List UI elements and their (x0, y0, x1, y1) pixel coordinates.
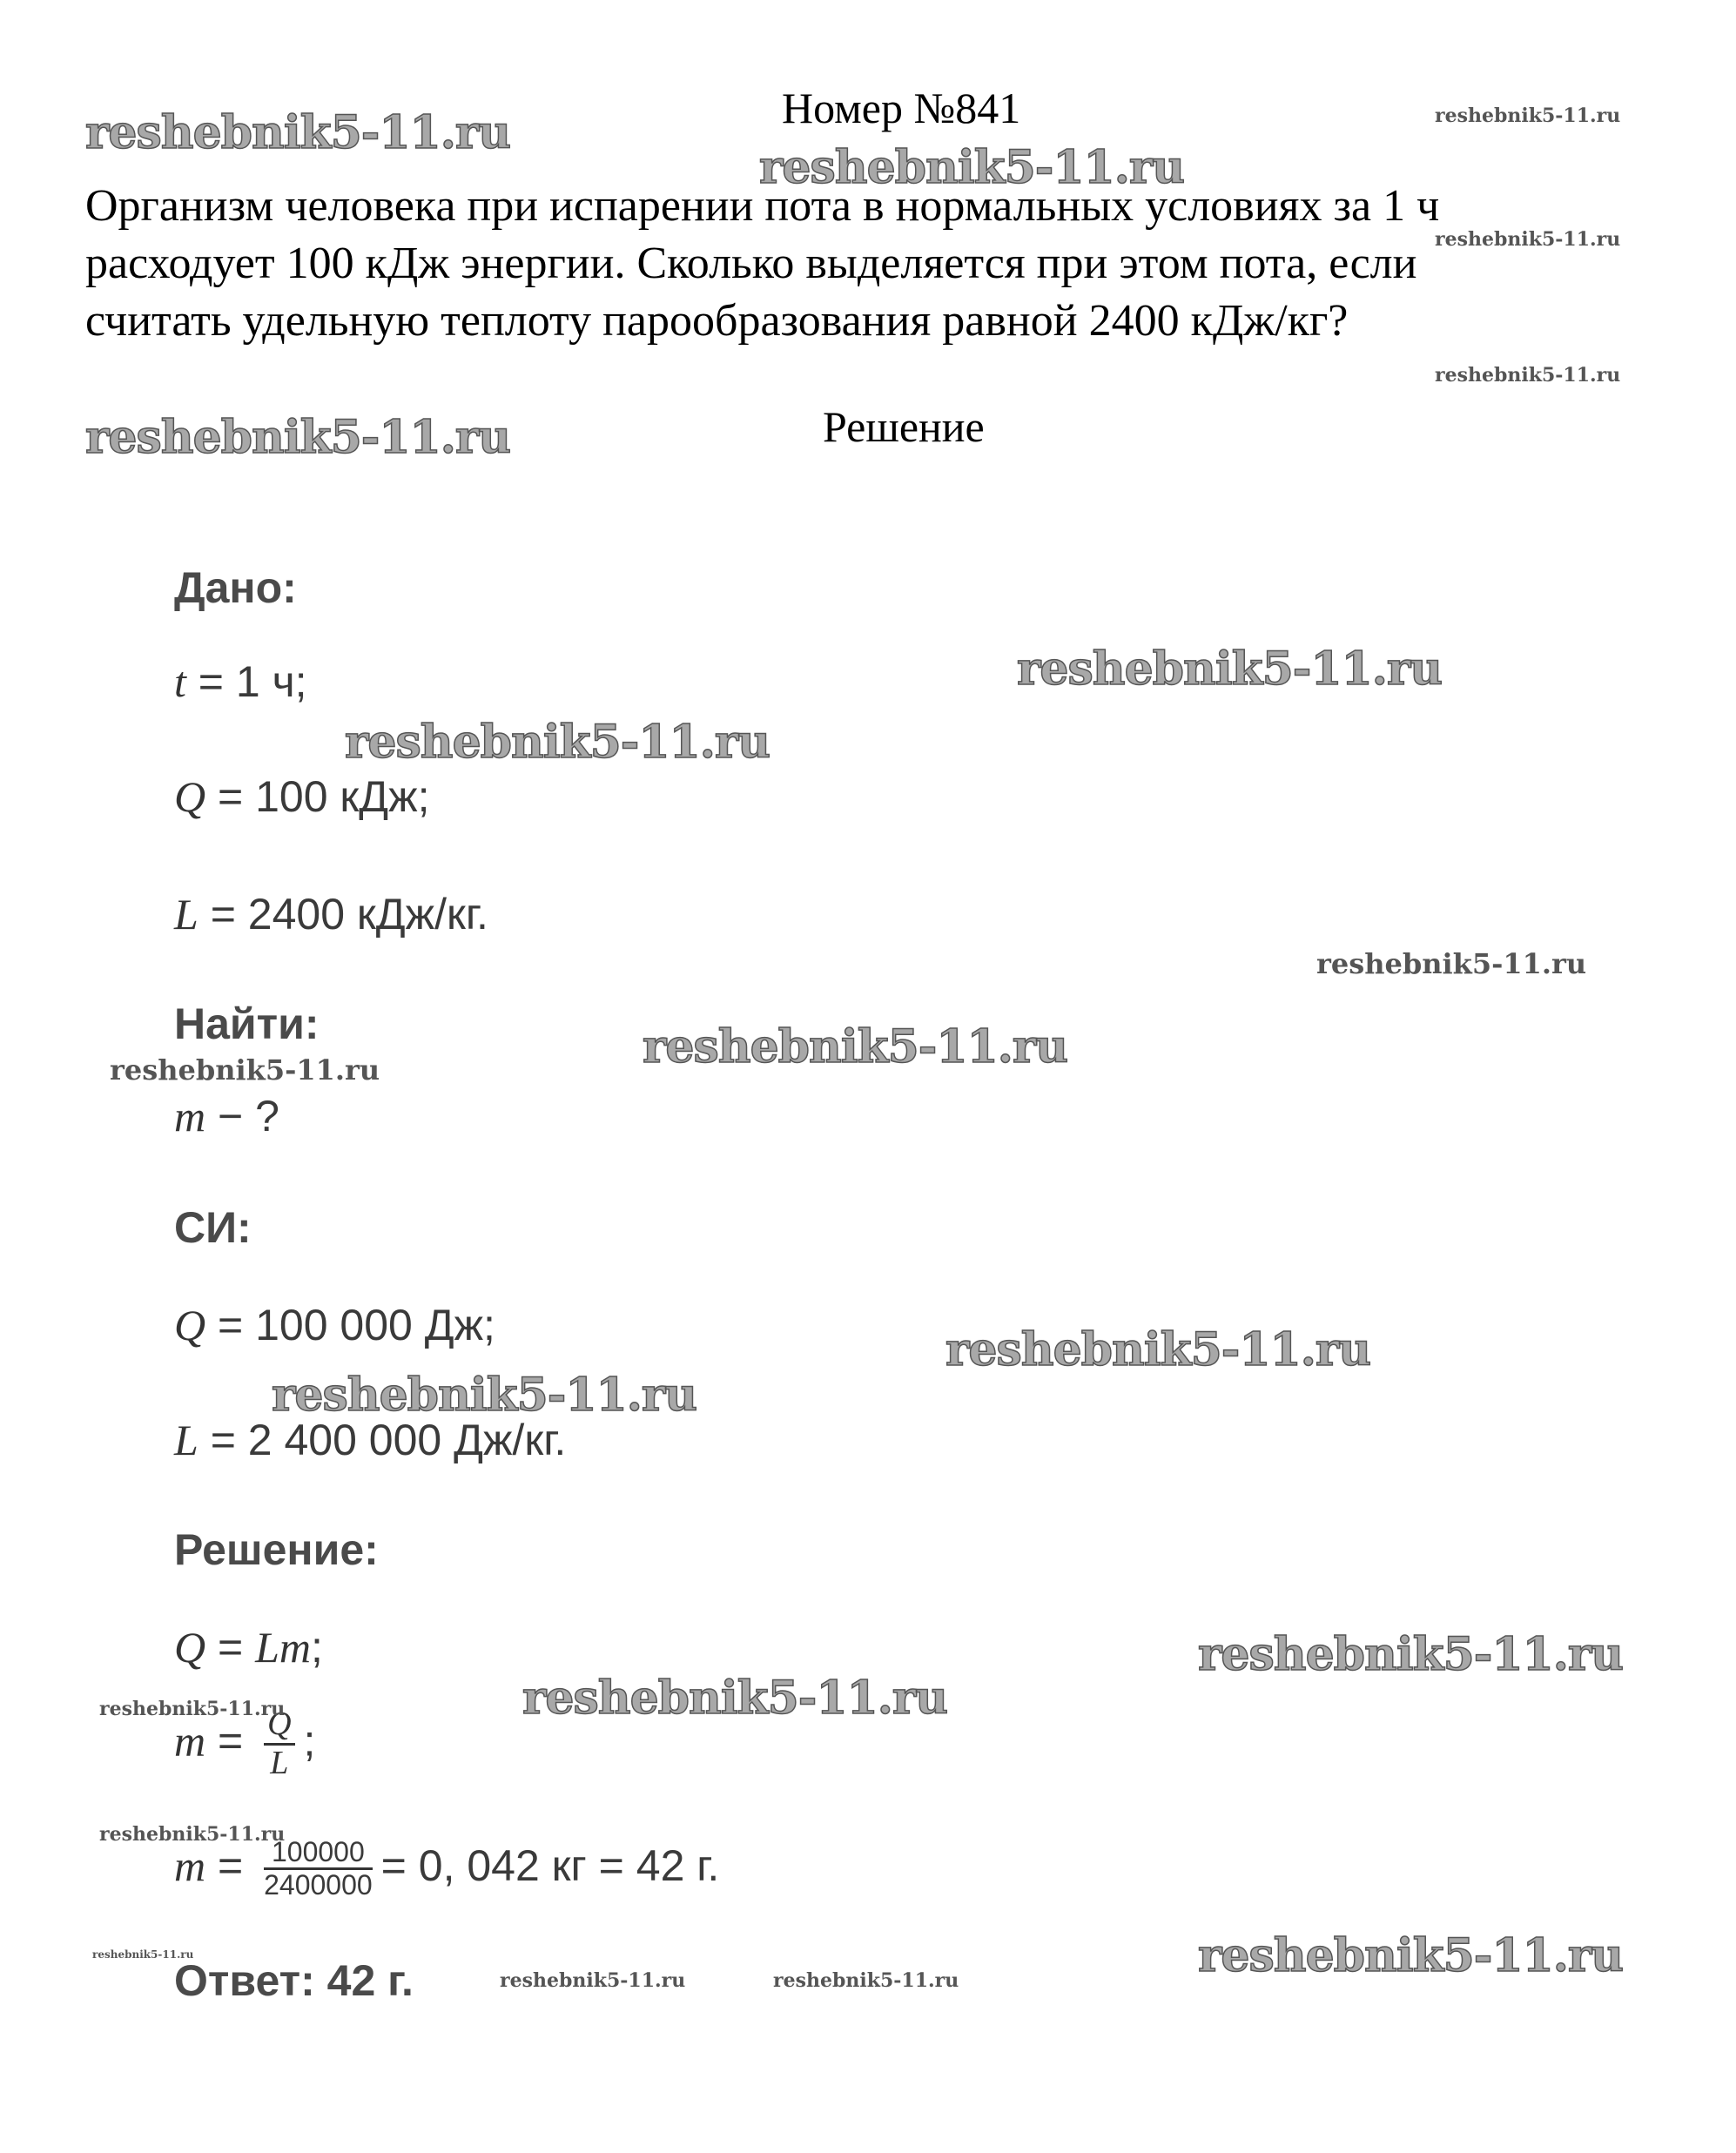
var-q: Q (174, 1623, 206, 1672)
watermark: reshebnik5-11.ru (945, 1323, 1371, 1376)
equation-q-lm (174, 1621, 323, 1673)
page-title: Номер №841 (782, 84, 1021, 132)
watermark: reshebnik5-11.ru (1316, 947, 1587, 980)
watermark: reshebnik5-11.ru (99, 1823, 286, 1846)
given-l (174, 888, 488, 940)
watermark: reshebnik5-11.ru (1198, 1929, 1624, 1982)
equation-m-numeric (174, 1837, 719, 1901)
numerator: 100000 (264, 1837, 373, 1870)
find-m-value: − ? (205, 1092, 279, 1140)
var-q: Q (174, 1301, 206, 1349)
find-m (174, 1090, 279, 1142)
watermark: reshebnik5-11.ru (500, 1969, 686, 1992)
si-q (174, 1299, 495, 1351)
watermark: reshebnik5-11.ru (1435, 228, 1621, 251)
semicolon: ; (303, 1716, 316, 1766)
result-units: кг = 42 г. (539, 1840, 720, 1890)
watermark: reshebnik5-11.ru (110, 1053, 380, 1087)
watermark: reshebnik5-11.ru (522, 1672, 948, 1725)
watermark: reshebnik5-11.ru (92, 1948, 194, 1961)
given-q (174, 770, 429, 823)
watermark: reshebnik5-11.ru (643, 1020, 1068, 1073)
equals: = (205, 1623, 256, 1672)
var-l: L (174, 890, 198, 939)
watermark: reshebnik5-11.ru (272, 1369, 697, 1422)
watermark: reshebnik5-11.ru (1017, 643, 1443, 696)
watermark: reshebnik5-11.ru (773, 1969, 959, 1992)
problem-line: считать удельную теплоту парообразования равной 2400 кДж/кг? (85, 296, 1349, 346)
given-l-value: = 2400 кДж/кг. (198, 890, 488, 939)
result-value: = 0, 042 (380, 1840, 540, 1890)
problem-statement (85, 178, 1439, 350)
watermark: reshebnik5-11.ru (1435, 104, 1621, 127)
var-m: m (174, 1840, 206, 1890)
problem-line: расходует 100 кДж энергии. Сколько выделяется при этом пота, если (85, 239, 1417, 288)
watermark: reshebnik5-11.ru (759, 141, 1185, 194)
watermark: reshebnik5-11.ru (345, 716, 770, 769)
equals: = (205, 1840, 256, 1890)
equals: = (205, 1716, 256, 1766)
denominator: L (270, 1744, 289, 1781)
var-lm: Lm (255, 1623, 312, 1672)
given-t (174, 656, 307, 708)
watermark: reshebnik5-11.ru (1435, 364, 1621, 387)
semicolon: ; (311, 1623, 323, 1672)
var-m: m (174, 1092, 206, 1140)
numerator: Q (264, 1706, 294, 1746)
solution-heading: Решение (823, 402, 985, 451)
solve-label: Решение: (174, 1525, 379, 1574)
watermark: reshebnik5-11.ru (99, 1698, 286, 1720)
si-q-value: = 100 000 Дж; (205, 1301, 495, 1349)
denominator: 2400000 (264, 1869, 373, 1901)
si-l-value: = 2 400 000 Дж/кг. (198, 1416, 567, 1464)
find-label: Найти: (174, 999, 320, 1048)
given-q-value: = 100 кДж; (205, 772, 430, 821)
var-m: m (174, 1716, 206, 1766)
answer: Ответ: 42 г. (174, 1956, 414, 2005)
si-l (174, 1414, 566, 1466)
problem-line: Организм человека при испарении пота в нормальных условиях за 1 ч (85, 181, 1440, 231)
given-t-value: = 1 ч; (185, 657, 307, 706)
si-label: СИ: (174, 1203, 252, 1252)
watermark: reshebnik5-11.ru (85, 411, 511, 464)
var-q: Q (174, 772, 206, 821)
watermark: reshebnik5-11.ru (1198, 1628, 1624, 1681)
watermark: reshebnik5-11.ru (85, 106, 511, 159)
var-t: t (174, 657, 186, 706)
var-l: L (174, 1416, 198, 1464)
given-label: Дано: (174, 563, 297, 612)
fraction (264, 1837, 373, 1901)
